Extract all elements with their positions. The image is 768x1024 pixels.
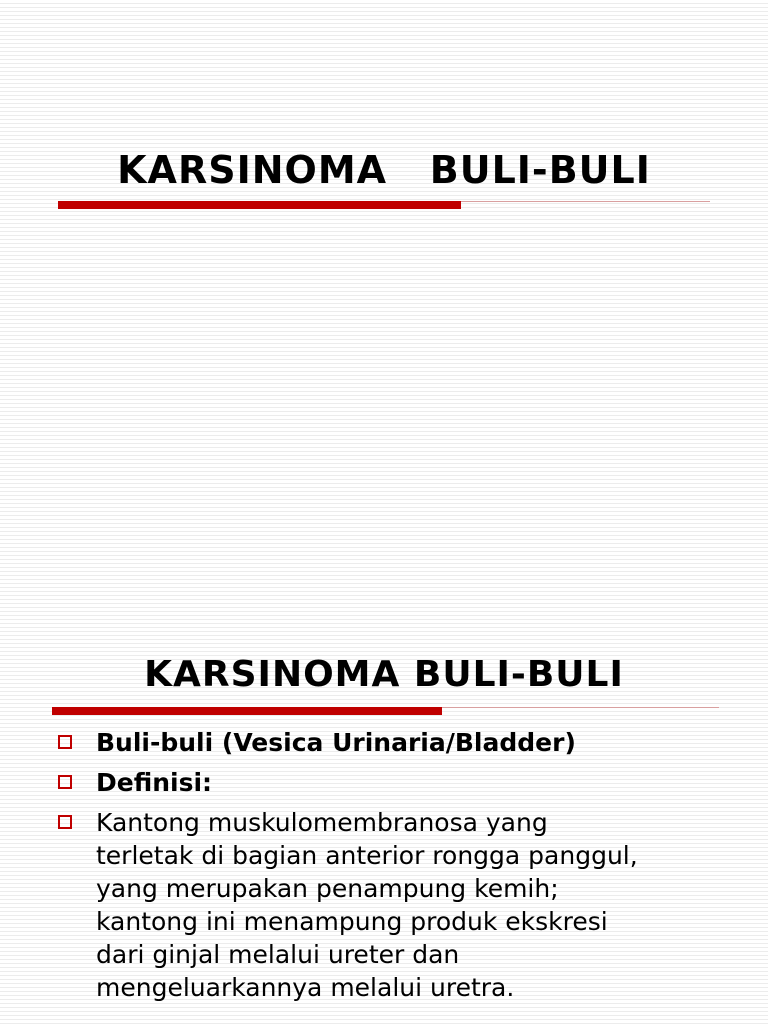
bullet-list xyxy=(58,726,748,1011)
slide-1-title: KARSINOMA BULI-BULI xyxy=(117,148,651,192)
hollow-square-bullet-icon xyxy=(58,735,72,749)
bullet-text-line: yang merupakan penampung kemih; xyxy=(96,874,559,903)
bullet-text: Definisi: xyxy=(96,768,213,797)
bullet-text-line: terletak di bagian anterior rongga panggul, xyxy=(96,841,638,870)
slide-2-title: KARSINOMA BULI-BULI xyxy=(144,654,624,695)
title-underline-accent xyxy=(52,707,442,715)
hollow-square-bullet-icon xyxy=(58,775,72,789)
bullet-text-line: kantong ini menampung produk ekskresi xyxy=(96,907,608,936)
bullet-item-description xyxy=(58,806,748,1004)
bullet-text-line: mengeluarkannya melalui uretra. xyxy=(96,973,515,1002)
slide-definition xyxy=(0,512,768,1024)
bullet-text: Buli-buli (Vesica Urinaria/Bladder) xyxy=(96,728,576,757)
bullet-text-line: dari ginjal melalui ureter dan xyxy=(96,940,460,969)
bullet-text-line: Kantong muskulomembranosa yang xyxy=(96,808,548,837)
hollow-square-bullet-icon xyxy=(58,815,72,829)
bullet-item-definisi xyxy=(58,766,748,799)
title-underline-accent xyxy=(58,201,461,209)
bullet-item-bladder xyxy=(58,726,748,759)
